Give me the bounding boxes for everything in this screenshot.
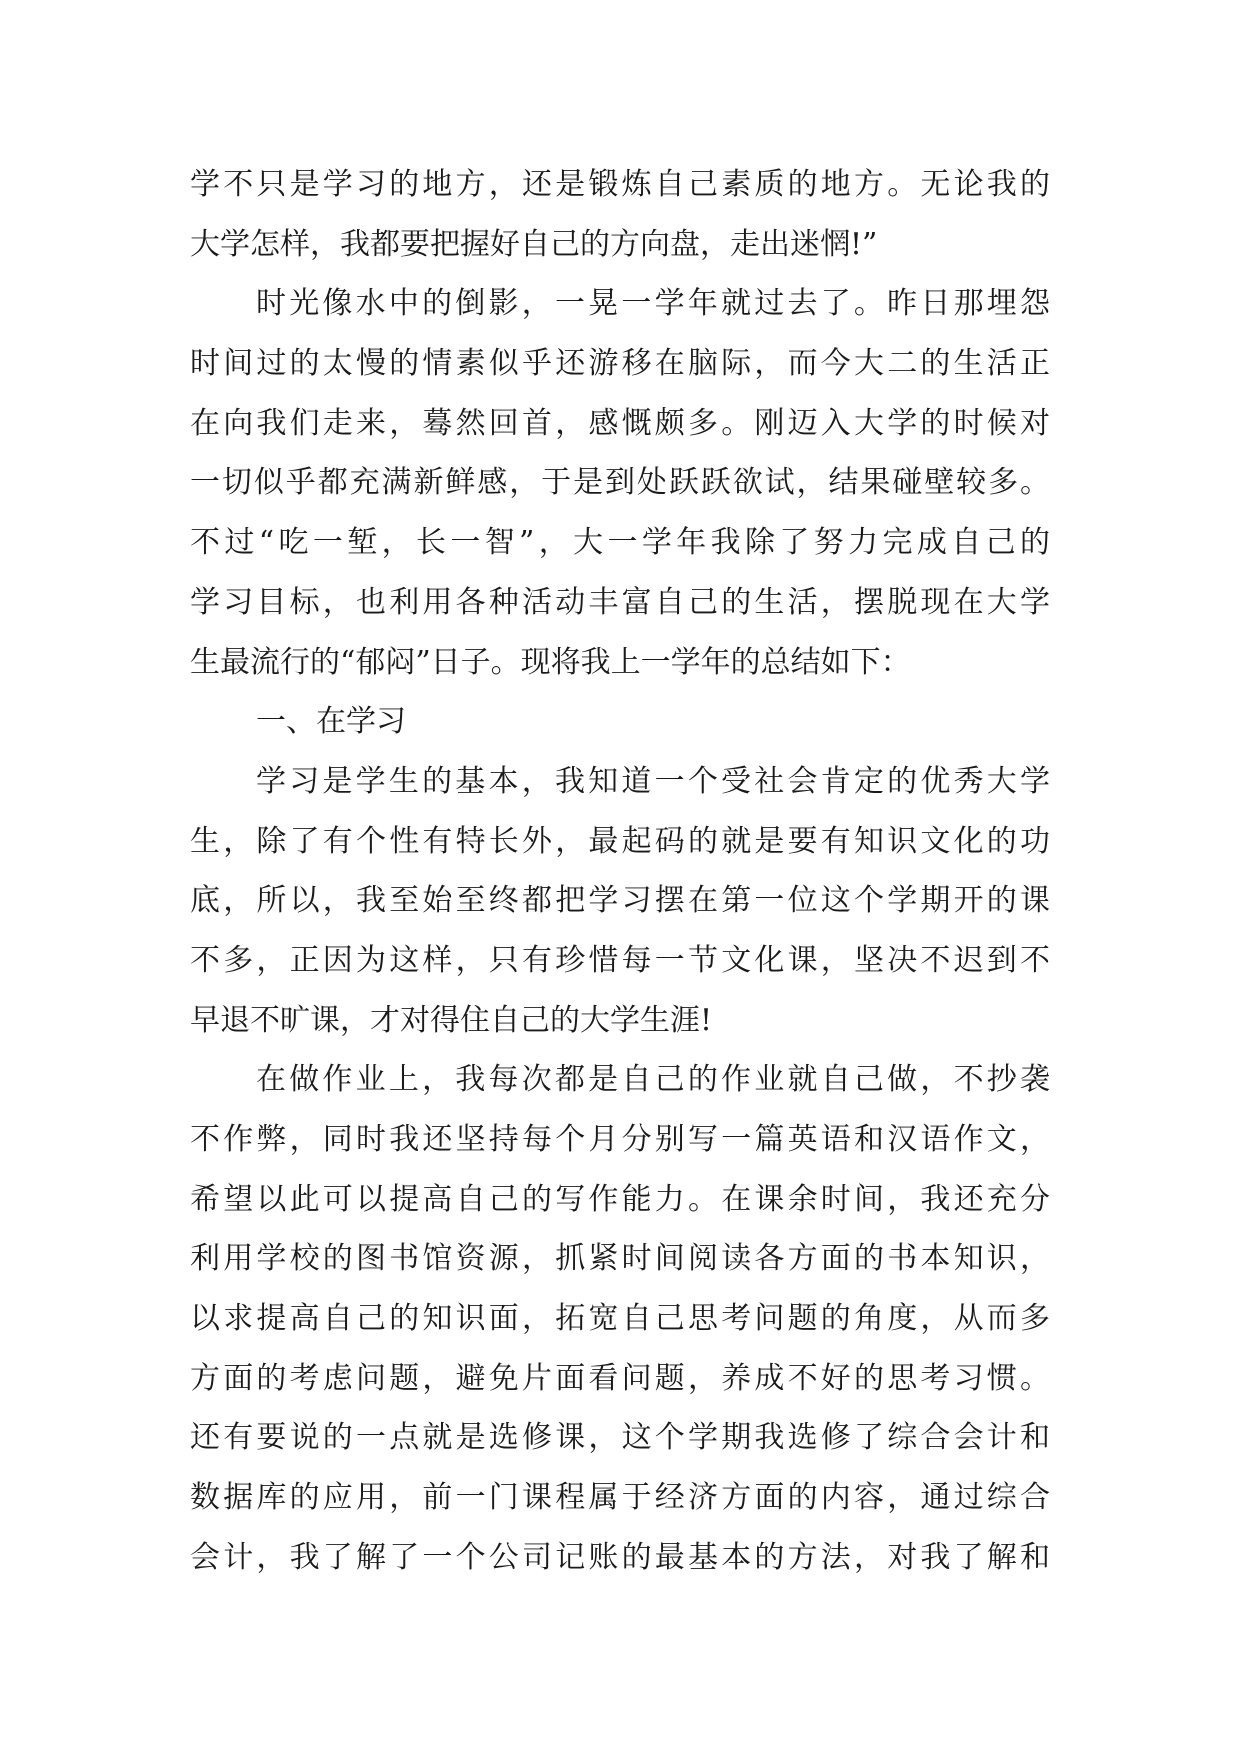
text-line: 会计，我了解了一个公司记账的最基本的方法，对我了解和 [190,1539,1050,1575]
text-line: 学不只是学习的地方，还是锻炼自己素质的地方。无论我的 [190,167,1050,202]
text-line: 数据库的应用，前一门课程属于经济方面的内容，通过综合 [190,1480,1050,1516]
text-line: 以求提高自己的知识面，拓宽自己思考问题的角度，从而多 [190,1301,1050,1337]
text-line: 时间过的太慢的情素似乎还游移在脑际，而今大二的生活正 [190,346,1050,382]
text-line: 在做作业上，我每次都是自己的作业就自己做，不抄袭 [256,1062,1050,1098]
text-line: 底，所以，我至始至终都把学习摆在第一位这个学期开的课 [190,883,1050,919]
text-line: 不多，正因为这样，只有珍惜每一节文化课，坚决不迟到不 [190,942,1050,978]
document-body [190,155,1050,1588]
text-line: 一切似乎都充满新鲜感，于是到处跃跃欲试，结果碰壁较多。 [190,465,1050,501]
text-line: 不过“吃一堑，长一智”，大一学年我除了努力完成自己的 [190,525,1050,561]
text-line: 希望以此可以提高自己的写作能力。在课余时间，我还充分 [190,1181,1050,1217]
text-line: 早退不旷课，才对得住自己的大学生涯! [190,1002,713,1038]
text-line: 在向我们走来，蓦然回首，感慨颇多。刚迈入大学的时候对 [190,405,1050,441]
text-line: 大学怎样，我都要把握好自己的方向盘，走出迷惘!” [190,226,878,262]
text-line: 时光像水中的倒影，一晃一学年就过去了。昨日那埋怨 [256,286,1050,322]
text-line: 生，除了有个性有特长外，最起码的就是要有知识文化的功 [190,823,1050,859]
text-line: 生最流行的“郁闷”日子。现将我上一学年的总结如下： [190,644,911,680]
text-line: 不作弊，同时我还坚持每个月分别写一篇英语和汉语作文， [190,1122,1050,1157]
text-line: 利用学校的图书馆资源，抓紧时间阅读各方面的书本知识， [190,1241,1050,1277]
text-line: 学习是学生的基本，我知道一个受社会肯定的优秀大学 [256,763,1050,799]
text-line: 学习目标，也利用各种活动丰富自己的生活，摆脱现在大学 [190,584,1050,620]
text-line: 方面的考虑问题，避免片面看问题，养成不好的思考习惯。 [190,1360,1050,1396]
text-line: 一、在学习 [256,704,406,740]
text-line: 还有要说的一点就是选修课，这个学期我选修了综合会计和 [190,1420,1050,1456]
